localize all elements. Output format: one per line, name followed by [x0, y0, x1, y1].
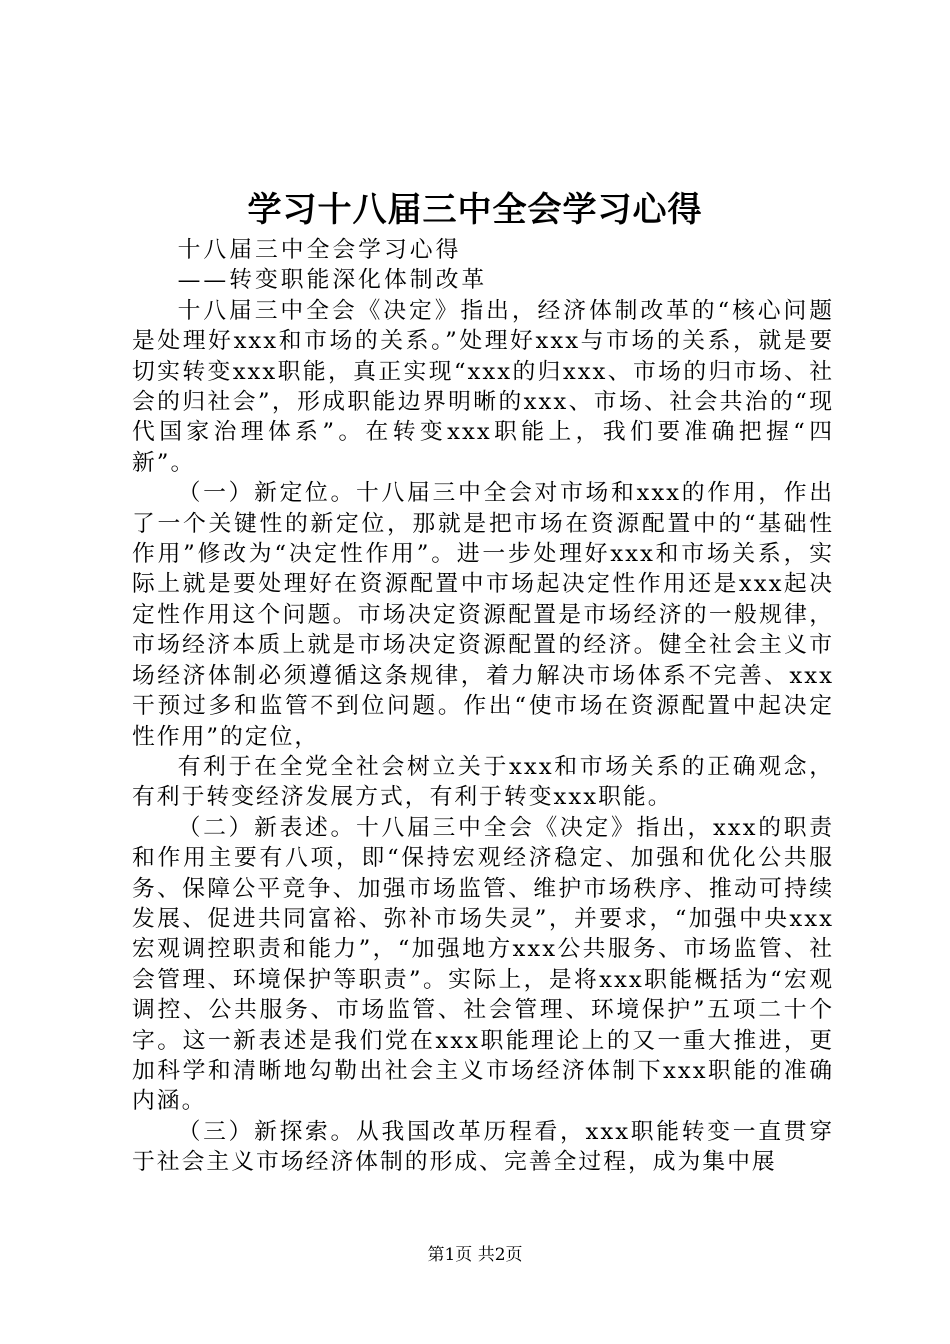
paragraph-new-exploration: （三）新探索。从我国改革历程看，xxx职能转变一直贯穿于社会主义市场经济体制的形成、完善全过程，成为集中展 — [132, 1118, 834, 1176]
document-title: 学习十八届三中全会学习心得 — [247, 190, 703, 230]
paragraph-new-expression: （二）新表述。十八届三中全会《决定》指出，xxx的职责和作用主要有八项，即“保持宏观经济稳定、加强和优化公共服务、保障公平竞争、加强市场监管、维护市场秩序、推动可持续发展、促进共同富裕、弥补市场失灵”，并要求，“加强中央xxx宏观调控职责和能力”，“加强地方xxx公共服务、市场监管、社会管理、环境保护等职责”。实际上，是将xxx职能概括为“宏观调控、公共服务、市场监管、社会管理、环境保护”五项二十个字。这一新表述是我们党在xxx职能理论上的又一重大推进，更加科学和清晰地勾勒出社会主义市场经济体制下xxx职能的准确内涵。 — [132, 814, 834, 1115]
paragraph-new-positioning: （一）新定位。十八届三中全会对市场和xxx的作用，作出了一个关键性的新定位，那就是把市场在资源配置中的“基础性作用”修改为“决定性作用”。进一步处理好xxx和市场关系，实际上就是要处理好在资源配置中市场起决定性作用还是xxx起决定性作用这个问题。市场决定资源配置是市场经济的一般规律，市场经济本质上就是市场决定资源配置的经济。健全社会主义市场经济体制必须遵循这条规律，着力解决市场体系不完善、xxx干预过多和监管不到位问题。作出“使市场在资源配置中起决定性作用”的定位， — [132, 480, 834, 750]
subtitle-theme-line: ——转变职能深化体制改革 — [177, 267, 488, 294]
document-body — [132, 235, 834, 1178]
page-footer: 第1页 共2页 — [427, 1245, 523, 1265]
paragraph-benefits: 有利于在全党全社会树立关于xxx和市场关系的正确观念，有利于转变经济发展方式，有利于转变xxx职能。 — [132, 753, 834, 811]
subtitle-line: 十八届三中全会学习心得 — [177, 237, 462, 263]
paragraph-intro: 十八届三中全会《决定》指出，经济体制改革的“核心问题是处理好xxx和市场的关系。”处理好xxx与市场的关系，就是要切实转变xxx职能，真正实现“xxx的归xxx、市场的归市场、社会的归社会”，形成职能边界明晰的xxx、市场、社会共治的“现代国家治理体系”。在转变xxx职能上，我们要准确把握“四新”。 — [132, 297, 834, 476]
